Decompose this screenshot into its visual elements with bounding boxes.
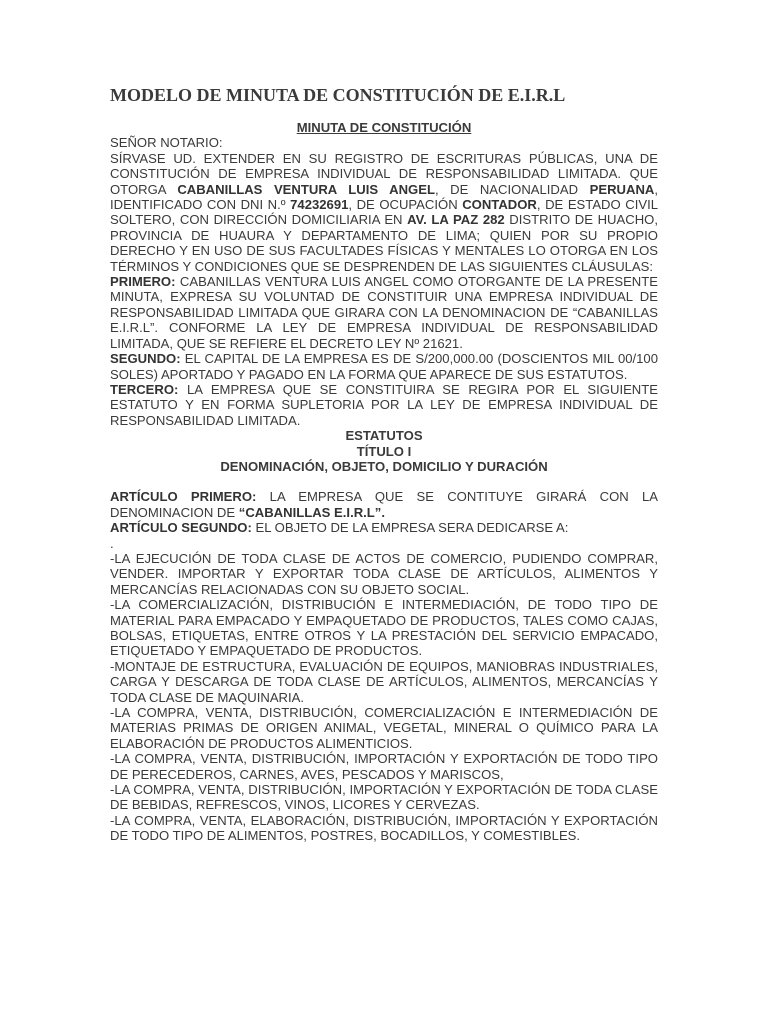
object-item: -LA COMPRA, VENTA, DISTRIBUCIÓN, COMERCIALIZACIÓN E INTERMEDIACIÓN DE MATERIAS PRIMAS DE ORIGEN ANIMAL, VEGETAL, MINERAL O QUÍMICO PARA LA ELABORACIÓN DE PRODUCTOS ALIMENTICIOS.: [110, 705, 658, 751]
article-segundo: ARTÍCULO SEGUNDO: EL OBJETO DE LA EMPRESA SERA DEDICARSE A:: [110, 520, 569, 536]
occupation: CONTADOR: [462, 197, 537, 213]
statutes-heading: ESTATUTOS: [345, 428, 423, 444]
title-heading: TÍTULO I: [356, 443, 412, 459]
object-item: -LA COMPRA, VENTA, DISTRIBUCIÓN, IMPORTACIÓN Y EXPORTACIÓN DE TODA CLASE DE BEBIDAS, REFRESCOS, VINOS, LICORES Y CERVEZAS.: [110, 782, 658, 813]
minuta-heading: MINUTA DE CONSTITUCIÓN: [296, 120, 472, 135]
salutation: SEÑOR NOTARIO:: [110, 135, 223, 151]
object-item: -LA COMPRA, VENTA, ELABORACIÓN, DISTRIBUCIÓN, IMPORTACIÓN Y EXPORTACIÓN DE TODO TIPO DE ALIMENTOS, POSTRES, BOCADILLOS, Y COMESTIBLES.: [110, 812, 658, 844]
object-item: -LA COMPRA, VENTA, DISTRIBUCIÓN, IMPORTACIÓN Y EXPORTACIÓN DE TODO TIPO DE PERECEDEROS, CARNES, AVES, PESCADOS Y MARISCOS,: [110, 751, 658, 782]
object-item: -LA COMERCIALIZACIÓN, DISTRIBUCIÓN E INTERMEDIACIÓN, DE TODO TIPO DE MATERIAL PARA EMPACADO Y EMPAQUETADO DE PRODUCTOS, TALES COMO CAJAS, BOLSAS, ETIQUETAS, ENTRE OTROS Y LA PRESTACIÓN DEL SERVICIO EMPACADO, ETIQUETADO Y EMPAQUETADO DE PRODUCTOS.: [110, 597, 658, 659]
clause-segundo: SEGUNDO: EL CAPITAL DE LA EMPRESA ES DE S/200,000.00 (DOSCIENTOS MIL 00/100 SOLES) APORTADO Y PAGADO EN LA FORMA QUE APARECE DE SUS ESTATUTOS.: [110, 351, 658, 382]
intro-paragraph: SÍRVASE UD. EXTENDER EN SU REGISTRO DE ESCRITURAS PÚBLICAS, UNA DE CONSTITUCIÓN DE EMPRESA INDIVIDUAL DE RESPONSABILIDAD LIMITADA. QUE OTORGA CABANILLAS VENTURA LUIS ANGEL, DE NACIONALIDAD PERUANA, IDENTIFICADO CON DNI N.º 74232691, DE OCUPACIÓN CONTADOR, DE ESTADO CIVIL SOLTERO, CON DIRECCIÓN DOMICILIARIA EN AV. LA PAZ 282 DISTRITO DE HUACHO, PROVINCIA DE HUAURA Y DEPARTAMENTO DE LIMA; QUIEN POR SU PROPIO DERECHO Y EN USO DE SUS FACULTADES FÍSICAS Y MENTALES LO OTORGA EN LOS TÉRMINOS Y CONDICIONES QUE SE DESPRENDEN DE LAS SIGUIENTES CLÁUSULAS:: [110, 150, 658, 274]
grantor-name: CABANILLAS VENTURA LUIS ANGEL: [177, 181, 435, 197]
section-heading: DENOMINACIÓN, OBJETO, DOMICILIO Y DURACIÓN: [220, 458, 548, 474]
article-primero: ARTÍCULO PRIMERO: LA EMPRESA QUE SE CONTITUYE GIRARÁ CON LA DENOMINACION DE “CABANILLAS E.I.R.L”.: [110, 489, 658, 520]
object-item: -MONTAJE DE ESTRUCTURA, EVALUACIÓN DE EQUIPOS, MANIOBRAS INDUSTRIALES, CARGA Y DESCARGA DE TODA CLASE DE ARTÍCULOS, ALIMENTOS, MERCANCÍAS Y TODA CLASE DE MAQUINARIA.: [110, 658, 658, 705]
clause-tercero: TERCERO: LA EMPRESA QUE SE CONSTITUIRA SE REGIRA POR EL SIGUIENTE ESTATUTO Y EN FORMA SUPLETORIA POR LA LEY DE EMPRESA INDIVIDUAL DE RESPONSABILIDAD LIMITADA.: [110, 381, 658, 428]
nationality: PERUANA: [589, 181, 655, 197]
dni-number: 74232691: [290, 197, 349, 213]
stray-dot: .: [110, 535, 114, 551]
clause-primero: PRIMERO: CABANILLAS VENTURA LUIS ANGEL COMO OTORGANTE DE LA PRESENTE MINUTA, EXPRESA SU VOLUNTAD DE CONSTITUIR UNA EMPRESA INDIVIDUAL DE RESPONSABILIDAD LIMITADA QUE GIRARA CON LA DENOMINACION DE “CABANILLAS E.I.R.L”. CONFORME LA LEY DE EMPRESA INDIVIDUAL DE RESPONSABILIDAD LIMITADA, QUE SE REFIERE EL DECRETO LEY Nº 21621.: [110, 274, 658, 351]
document-page: [110, 84, 658, 844]
object-item: -LA EJECUCIÓN DE TODA CLASE DE ACTOS DE COMERCIO, PUDIENDO COMPRAR, VENDER. IMPORTAR Y EXPORTAR TODA CLASE DE ARTÍCULOS, ALIMENTOS Y MERCANCÍAS RELACIONADAS CON SU OBJETO SOCIAL.: [110, 550, 658, 597]
spacer: [110, 474, 658, 489]
document-title: MODELO DE MINUTA DE CONSTITUCIÓN DE E.I.R.L: [110, 85, 566, 105]
address: AV. LA PAZ 282: [407, 212, 505, 228]
